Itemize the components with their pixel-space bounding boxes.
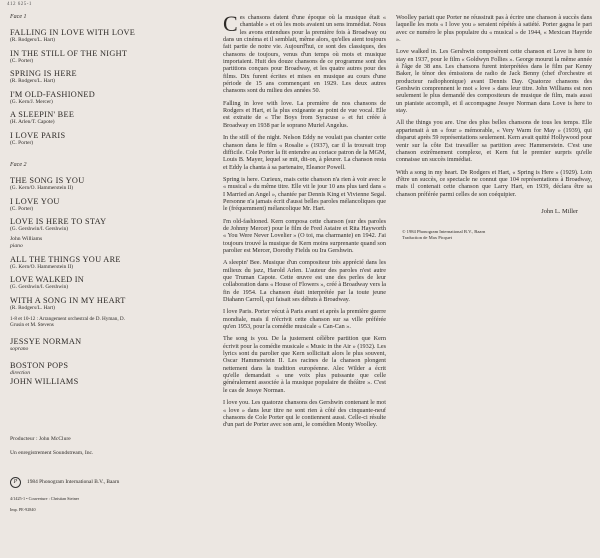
track (10, 296, 210, 312)
liner-paragraph: I love Paris. Porter vécut à Paris avant et après la première guerre mondiale, mais il n'écrivit cette chanson sur sa ville préférée qu'en 1953, pour la comédie musicale « Can-Can ». (223, 308, 386, 331)
track (10, 49, 210, 65)
artist-role: direction (10, 369, 30, 376)
track-credit: (G. Kern/J. Mercer) (10, 98, 53, 105)
translation-credit: Traduction de Max Picquet (402, 234, 452, 240)
liner-paragraph: Spring is here. Curieux, mais cette chanson n'a rien à voir avec le « musical » du même titre. Elle vit le jour 10 ans plus tard dans « I Married an Angel », chantée par Dennis King et Vivienne Segal. Personne n'a jamais écrit d'aussi belles paroles mélancoliques que le (fréquemment) mélancolique Mr. Hart. (223, 175, 386, 213)
artist-name: BOSTON POPS (10, 360, 69, 370)
phonogram-p-icon: P (10, 477, 21, 488)
performer-name: John Williams (10, 235, 43, 242)
printer-code: Imp. PE-92840 (10, 506, 36, 512)
artist-credit (10, 377, 210, 386)
liner-paragraph: I love you. Les quatorze chansons des Gershwin contenant le mot « love » dans leur titre ne sont rien à côté des cinquante-neuf chansons de Cole Porter qui le contiennent aussi. Celle-ci résulte d'un pari de Porter avec son ami, le comédien Monty Woolley. (223, 399, 386, 429)
track-credit: (G. Kern/O. Hammerstein II) (10, 263, 74, 270)
liner-text: es chansons datent d'une époque où la musique était « chantable » et où les mots avaient un sens immédiat. Nous les avons entendues pour la première fois à Broadway ou dans un cinéma et il semblait, même alors, qu'elles aient toujours fait partie de notre vie. Aujourd'hui, ce sont des classiques, des chansons de toujours, venus d'un temps où mots et musique importaient. Huit des douze chansons de ce programme sont des partitions conçues pour Broadway, et les quatre autres pour des films. Dix furent écrites et mises en musique au cours d'une période de 15 ans commençant en 1929. Les deux autres chansons sont du milieu des années 50. (223, 14, 386, 95)
track-credit: (G. Gershwin/I. Gershwin) (10, 226, 69, 232)
performer-role: piano (10, 242, 23, 249)
copyright-text: 1984 Phonogram International B.V., Baarn (27, 479, 120, 486)
track-credit: (R. Rodgers/L. Hart) (10, 78, 55, 84)
liner-paragraph (223, 11, 386, 95)
track-credit: (R. Rodgers/L. Hart) (10, 37, 55, 43)
artist-name: JESSYE NORMAN (10, 336, 82, 346)
performer-note (10, 236, 210, 250)
track-title: LOVE IS HERE TO STAY (10, 217, 107, 226)
recording-credit: Un enregistrement Soundstream, Inc. (10, 449, 94, 456)
track-title: SPRING IS HERE (10, 69, 77, 78)
liner-paragraph: The song is you. De la justement célèbre partition que Kern écrivit pour la comédie musicale « Music in the Air » (1932). Les lyrics sont du parolier que Kern sollicitait alors le plus souvent, Oscar Hammerstein II. Les racines de la chanson plongent nettement dans la tradition européenne. Alec Wilder a écrit qu'elle demandait « une voix plus puissante que celle généralement associée à la musique populaire de théâtre ». C'est le cas de Jessye Norman. (223, 335, 386, 394)
artist-credit (10, 361, 210, 377)
track-title: IN THE STILL OF THE NIGHT (10, 48, 128, 58)
author-signature: John L. Miller (541, 207, 578, 215)
track-credit: (C. Porter) (10, 139, 34, 146)
track (10, 217, 210, 233)
track (10, 69, 210, 85)
track-credit: (H. Arlen/T. Capote) (10, 119, 55, 125)
producer-credit: Producteur : John McClure (10, 435, 71, 442)
artist-credit (10, 337, 210, 353)
track-credit: (G. Kern/O. Hammerstein II) (10, 185, 74, 191)
liner-paragraph: Love walked in. Les Gershwin composèrent cette chanson et Love is here to stay en 1937, pour le film « Goldwyn Follies ». George mourut la même année à l'âge de 38 ans. Les chansons furent interprétées dans le film par Kenny Baker, le ténor des émissions de radio de Jack Benny (chef d'orchestre et producteur radiophonique) avant Dennis Day. Quatorze chansons des Gershwin comprennent le mot « love » dans leur titre. John Williams est non seulement le plus demandé des compositeurs de musique de film, mais aussi un pianiste accompli, et il accompagne Jessye Norman dans Love is here to stay. (396, 48, 592, 115)
track (10, 197, 210, 213)
track-listing (10, 14, 210, 512)
liner-paragraph: With a song in my heart. De Rodgers et Hart, « Spring is Here » (1929). Loin d'être un succès, ce spectacle ne connut que 104 représentations à Broadway, mais il contenait cette chanson que Larry Hart, en 1939, déclara être sa chanson préférée parmi celles de son coéquipier. (396, 168, 592, 198)
cover-credit: 4/1425-1 • Couverture : Christian Steiner (10, 495, 80, 501)
copyright-right: © 1984 Phonogram International B.V., Baarn (402, 228, 486, 234)
artist-role: soprano (10, 345, 29, 352)
track-title: THE SONG IS YOU (10, 176, 85, 185)
side2-label: Face 2 (10, 162, 27, 168)
liner-paragraph: All the things you are. Une des plus belles chansons de tous les temps. Elle appartenait à un « four » mémorable, « Very Warm for May » (1939), qui disparut après 59 représentations seulement. Kern avait quitté Hollywood pour venir sur la côte Est travailler sa partition avec Hammerstein. C'est une chanson extrêmement complexe, et Kern fut le premier surpris qu'elle connaisse un succès immédiat. (396, 119, 592, 164)
artist-name: JOHN WILLIAMS (10, 376, 79, 386)
side1-label: Face 1 (10, 14, 27, 20)
track-title: WITH A SONG IN MY HEART (10, 295, 126, 305)
copyright-text: 1984 Phonogram International B.V., Baarn (406, 228, 486, 234)
liner-paragraph: In the still of the night. Nelson Eddy ne voulait pas chanter cette chanson dans le film « Rosalie » (1937), car il la trouvait trop difficile. Cole Porter la fit entendre au coriace patron de la MGM, Louis B. Mayer, lequel se mit, dit-on, à pleurer. La chanson resta et Eddy la chanta à sa partenaire, Eleanor Powell. (223, 134, 386, 171)
liner-notes-column-2 (396, 14, 592, 240)
liner-paragraph: Falling in love with love. La première de nos chansons de Rodgers et Hart, et la plus exigeante au point de vue vocal. Elle est extraite de « The Boys from Syracuse » et fut créée à Broadway en 1938 par le soprano Muriel Angelus. (223, 99, 386, 129)
track-title: LOVE WALKED IN (10, 275, 85, 284)
track-title: I'M OLD-FASHIONED (10, 89, 96, 99)
track (10, 275, 210, 291)
track (10, 131, 210, 147)
copyright-left (10, 477, 210, 488)
liner-notes-column-1 (223, 11, 386, 434)
drop-cap: C (223, 11, 238, 36)
track-credit: (C. Porter) (10, 205, 34, 212)
track-credit: (G. Gershwin/I. Gershwin) (10, 284, 69, 290)
track (10, 255, 210, 271)
liner-paragraph: Woolley pariait que Porter ne réussirait pas à écrire une chanson à succès dans laquelle les mots « I love you » seraient répétés à satiété. Porter gagna le pari avec ce numéro le plus populaire du « musical » de 1944, « Mexican Hayride ». (396, 14, 592, 44)
track (10, 28, 210, 44)
liner-paragraph: I'm old-fashioned. Kern composa cette chanson (sur des paroles de Johnny Mercer) pour le film de Fred Astaire et Rita Hayworth « You Were Never Lovelier » (O toi, ma charmante) en 1942. J'ai toujours trouvé la musique de Kern moins surprenante quand son parolier est Mercer, Dorothy Fields ou Ira Gershwin. (223, 217, 386, 254)
catalog-number: 412 625-1 (7, 2, 32, 7)
liner-paragraph: A sleepin' Bee. Musique d'un compositeur très apprécié dans les milieux du jazz, Harold Arlen. L'auteur des paroles n'est autre que Truman Capote. Cette œuvre est une des perles de leur collaboration dans « House of Flowers », créé à Broadway vers la fin de 1954. La chanson était interprétée par la toute jeune Diahann Carroll, qui faisait ses débuts à Broadway. (223, 259, 386, 304)
track-title: I LOVE YOU (10, 196, 60, 206)
track-credit: (C. Porter) (10, 57, 34, 64)
track (10, 110, 210, 126)
track-title: FALLING IN LOVE WITH LOVE (10, 28, 136, 37)
arrangement-note: 1-8 et 10-12 : Arrangement orchestral de D. Hyman, D. Grusin et M. Stevens (10, 316, 125, 329)
track-title: I LOVE PARIS (10, 130, 66, 140)
track-title: A SLEEPIN' BEE (10, 110, 75, 119)
track (10, 90, 210, 106)
track-title: ALL THE THINGS YOU ARE (10, 254, 121, 264)
track-credit: (R. Rodgers/L. Hart) (10, 304, 55, 311)
track (10, 176, 210, 192)
